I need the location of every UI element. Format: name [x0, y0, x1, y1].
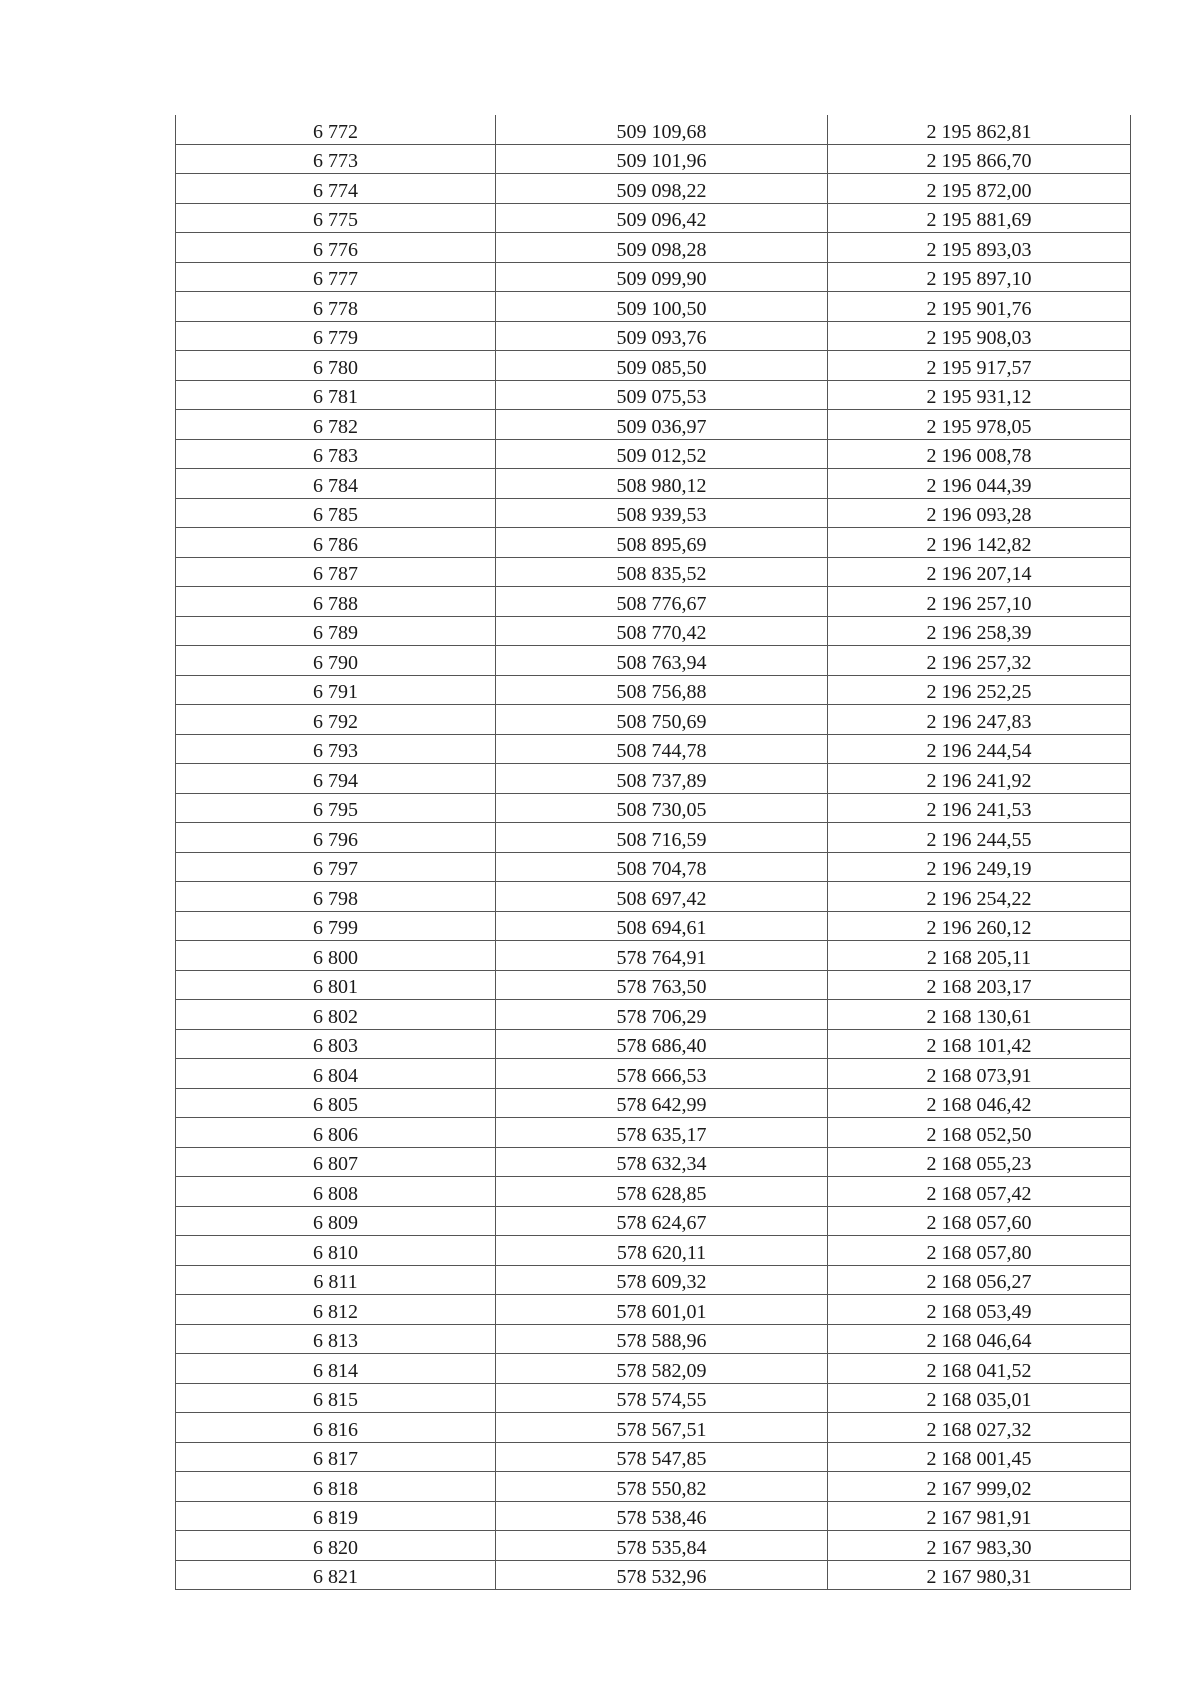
y-coordinate-cell: 2 195 893,03 — [828, 233, 1131, 263]
y-coordinate-cell: 2 196 244,55 — [828, 823, 1131, 853]
x-coordinate-cell: 578 642,99 — [496, 1088, 828, 1118]
table-row — [176, 675, 1131, 705]
table-row — [176, 351, 1131, 381]
y-coordinate-cell: 2 196 260,12 — [828, 911, 1131, 941]
x-coordinate-cell: 508 694,61 — [496, 911, 828, 941]
y-coordinate-cell: 2 195 908,03 — [828, 321, 1131, 351]
x-coordinate-cell: 508 835,52 — [496, 557, 828, 587]
point-number-cell: 6 780 — [176, 351, 496, 381]
x-coordinate-cell: 578 620,11 — [496, 1236, 828, 1266]
y-coordinate-cell: 2 168 035,01 — [828, 1383, 1131, 1413]
point-number-cell: 6 795 — [176, 793, 496, 823]
y-coordinate-cell: 2 196 247,83 — [828, 705, 1131, 735]
point-number-cell: 6 798 — [176, 882, 496, 912]
point-number-cell: 6 779 — [176, 321, 496, 351]
table-row — [176, 380, 1131, 410]
table-row — [176, 1383, 1131, 1413]
table-row — [176, 233, 1131, 263]
y-coordinate-cell: 2 168 101,42 — [828, 1029, 1131, 1059]
x-coordinate-cell: 578 550,82 — [496, 1472, 828, 1502]
table-row — [176, 587, 1131, 617]
x-coordinate-cell: 508 895,69 — [496, 528, 828, 558]
table-row — [176, 941, 1131, 971]
table-row — [176, 1324, 1131, 1354]
x-coordinate-cell: 509 012,52 — [496, 439, 828, 469]
x-coordinate-cell: 508 697,42 — [496, 882, 828, 912]
table-row — [176, 292, 1131, 322]
y-coordinate-cell: 2 195 901,76 — [828, 292, 1131, 322]
x-coordinate-cell: 508 980,12 — [496, 469, 828, 499]
x-coordinate-cell: 508 744,78 — [496, 734, 828, 764]
point-number-cell: 6 787 — [176, 557, 496, 587]
y-coordinate-cell: 2 196 257,10 — [828, 587, 1131, 617]
table-row — [176, 203, 1131, 233]
table-row — [176, 557, 1131, 587]
y-coordinate-cell: 2 168 130,61 — [828, 1000, 1131, 1030]
coordinates-table-body — [176, 115, 1131, 1590]
table-row — [176, 616, 1131, 646]
x-coordinate-cell: 508 704,78 — [496, 852, 828, 882]
y-coordinate-cell: 2 195 978,05 — [828, 410, 1131, 440]
table-row — [176, 1354, 1131, 1384]
x-coordinate-cell: 578 535,84 — [496, 1531, 828, 1561]
point-number-cell: 6 790 — [176, 646, 496, 676]
table-row — [176, 1177, 1131, 1207]
y-coordinate-cell: 2 168 057,42 — [828, 1177, 1131, 1207]
table-row — [176, 852, 1131, 882]
coordinates-table — [175, 115, 1131, 1590]
y-coordinate-cell: 2 168 052,50 — [828, 1118, 1131, 1148]
y-coordinate-cell: 2 196 258,39 — [828, 616, 1131, 646]
table-row — [176, 144, 1131, 174]
table-row — [176, 321, 1131, 351]
y-coordinate-cell: 2 196 008,78 — [828, 439, 1131, 469]
y-coordinate-cell: 2 168 203,17 — [828, 970, 1131, 1000]
point-number-cell: 6 776 — [176, 233, 496, 263]
y-coordinate-cell: 2 168 055,23 — [828, 1147, 1131, 1177]
table-row — [176, 1206, 1131, 1236]
point-number-cell: 6 802 — [176, 1000, 496, 1030]
x-coordinate-cell: 578 706,29 — [496, 1000, 828, 1030]
y-coordinate-cell: 2 196 093,28 — [828, 498, 1131, 528]
point-number-cell: 6 785 — [176, 498, 496, 528]
point-number-cell: 6 774 — [176, 174, 496, 204]
x-coordinate-cell: 578 666,53 — [496, 1059, 828, 1089]
table-row — [176, 911, 1131, 941]
point-number-cell: 6 794 — [176, 764, 496, 794]
table-row — [176, 1442, 1131, 1472]
point-number-cell: 6 786 — [176, 528, 496, 558]
table-row — [176, 1236, 1131, 1266]
table-row — [176, 734, 1131, 764]
point-number-cell: 6 811 — [176, 1265, 496, 1295]
point-number-cell: 6 812 — [176, 1295, 496, 1325]
point-number-cell: 6 809 — [176, 1206, 496, 1236]
x-coordinate-cell: 509 098,22 — [496, 174, 828, 204]
point-number-cell: 6 778 — [176, 292, 496, 322]
point-number-cell: 6 788 — [176, 587, 496, 617]
x-coordinate-cell: 509 100,50 — [496, 292, 828, 322]
point-number-cell: 6 810 — [176, 1236, 496, 1266]
y-coordinate-cell: 2 168 046,42 — [828, 1088, 1131, 1118]
point-number-cell: 6 783 — [176, 439, 496, 469]
x-coordinate-cell: 508 776,67 — [496, 587, 828, 617]
table-row — [176, 1000, 1131, 1030]
y-coordinate-cell: 2 196 249,19 — [828, 852, 1131, 882]
table-row — [176, 970, 1131, 1000]
y-coordinate-cell: 2 196 257,32 — [828, 646, 1131, 676]
x-coordinate-cell: 509 101,96 — [496, 144, 828, 174]
x-coordinate-cell: 578 764,91 — [496, 941, 828, 971]
table-row — [176, 1531, 1131, 1561]
x-coordinate-cell: 578 635,17 — [496, 1118, 828, 1148]
x-coordinate-cell: 509 109,68 — [496, 115, 828, 144]
point-number-cell: 6 772 — [176, 115, 496, 144]
x-coordinate-cell: 509 085,50 — [496, 351, 828, 381]
point-number-cell: 6 806 — [176, 1118, 496, 1148]
x-coordinate-cell: 508 756,88 — [496, 675, 828, 705]
x-coordinate-cell: 508 763,94 — [496, 646, 828, 676]
x-coordinate-cell: 578 632,34 — [496, 1147, 828, 1177]
point-number-cell: 6 803 — [176, 1029, 496, 1059]
y-coordinate-cell: 2 196 252,25 — [828, 675, 1131, 705]
point-number-cell: 6 816 — [176, 1413, 496, 1443]
point-number-cell: 6 818 — [176, 1472, 496, 1502]
y-coordinate-cell: 2 168 053,49 — [828, 1295, 1131, 1325]
x-coordinate-cell: 508 750,69 — [496, 705, 828, 735]
y-coordinate-cell: 2 195 917,57 — [828, 351, 1131, 381]
point-number-cell: 6 796 — [176, 823, 496, 853]
y-coordinate-cell: 2 195 881,69 — [828, 203, 1131, 233]
y-coordinate-cell: 2 195 897,10 — [828, 262, 1131, 292]
point-number-cell: 6 775 — [176, 203, 496, 233]
point-number-cell: 6 793 — [176, 734, 496, 764]
y-coordinate-cell: 2 195 931,12 — [828, 380, 1131, 410]
point-number-cell: 6 819 — [176, 1501, 496, 1531]
y-coordinate-cell: 2 196 044,39 — [828, 469, 1131, 499]
y-coordinate-cell: 2 196 254,22 — [828, 882, 1131, 912]
x-coordinate-cell: 509 098,28 — [496, 233, 828, 263]
point-number-cell: 6 814 — [176, 1354, 496, 1384]
point-number-cell: 6 808 — [176, 1177, 496, 1207]
point-number-cell: 6 807 — [176, 1147, 496, 1177]
y-coordinate-cell: 2 167 983,30 — [828, 1531, 1131, 1561]
point-number-cell: 6 792 — [176, 705, 496, 735]
x-coordinate-cell: 508 939,53 — [496, 498, 828, 528]
x-coordinate-cell: 578 763,50 — [496, 970, 828, 1000]
y-coordinate-cell: 2 167 999,02 — [828, 1472, 1131, 1502]
table-row — [176, 262, 1131, 292]
table-row — [176, 469, 1131, 499]
point-number-cell: 6 820 — [176, 1531, 496, 1561]
x-coordinate-cell: 508 716,59 — [496, 823, 828, 853]
point-number-cell: 6 805 — [176, 1088, 496, 1118]
point-number-cell: 6 801 — [176, 970, 496, 1000]
point-number-cell: 6 773 — [176, 144, 496, 174]
point-number-cell: 6 800 — [176, 941, 496, 971]
point-number-cell: 6 797 — [176, 852, 496, 882]
y-coordinate-cell: 2 196 241,53 — [828, 793, 1131, 823]
table-row — [176, 705, 1131, 735]
y-coordinate-cell: 2 168 057,80 — [828, 1236, 1131, 1266]
table-row — [176, 1413, 1131, 1443]
point-number-cell: 6 817 — [176, 1442, 496, 1472]
y-coordinate-cell: 2 196 244,54 — [828, 734, 1131, 764]
point-number-cell: 6 815 — [176, 1383, 496, 1413]
point-number-cell: 6 813 — [176, 1324, 496, 1354]
point-number-cell: 6 789 — [176, 616, 496, 646]
table-row — [176, 528, 1131, 558]
table-row — [176, 646, 1131, 676]
point-number-cell: 6 791 — [176, 675, 496, 705]
x-coordinate-cell: 578 686,40 — [496, 1029, 828, 1059]
table-row — [176, 1472, 1131, 1502]
x-coordinate-cell: 578 574,55 — [496, 1383, 828, 1413]
point-number-cell: 6 821 — [176, 1560, 496, 1590]
y-coordinate-cell: 2 195 862,81 — [828, 115, 1131, 144]
y-coordinate-cell: 2 196 241,92 — [828, 764, 1131, 794]
table-row — [176, 1059, 1131, 1089]
table-row — [176, 439, 1131, 469]
table-row — [176, 174, 1131, 204]
table-row — [176, 882, 1131, 912]
x-coordinate-cell: 509 096,42 — [496, 203, 828, 233]
x-coordinate-cell: 578 588,96 — [496, 1324, 828, 1354]
x-coordinate-cell: 508 737,89 — [496, 764, 828, 794]
y-coordinate-cell: 2 168 205,11 — [828, 941, 1131, 971]
x-coordinate-cell: 509 099,90 — [496, 262, 828, 292]
x-coordinate-cell: 578 609,32 — [496, 1265, 828, 1295]
x-coordinate-cell: 578 628,85 — [496, 1177, 828, 1207]
x-coordinate-cell: 578 532,96 — [496, 1560, 828, 1590]
table-row — [176, 498, 1131, 528]
table-row — [176, 1147, 1131, 1177]
y-coordinate-cell: 2 195 872,00 — [828, 174, 1131, 204]
point-number-cell: 6 784 — [176, 469, 496, 499]
y-coordinate-cell: 2 168 041,52 — [828, 1354, 1131, 1384]
y-coordinate-cell: 2 168 057,60 — [828, 1206, 1131, 1236]
point-number-cell: 6 799 — [176, 911, 496, 941]
x-coordinate-cell: 578 567,51 — [496, 1413, 828, 1443]
y-coordinate-cell: 2 167 981,91 — [828, 1501, 1131, 1531]
table-row — [176, 115, 1131, 144]
point-number-cell: 6 804 — [176, 1059, 496, 1089]
x-coordinate-cell: 578 624,67 — [496, 1206, 828, 1236]
y-coordinate-cell: 2 195 866,70 — [828, 144, 1131, 174]
table-row — [176, 1265, 1131, 1295]
table-row — [176, 764, 1131, 794]
y-coordinate-cell: 2 168 073,91 — [828, 1059, 1131, 1089]
x-coordinate-cell: 578 538,46 — [496, 1501, 828, 1531]
point-number-cell: 6 777 — [176, 262, 496, 292]
y-coordinate-cell: 2 196 207,14 — [828, 557, 1131, 587]
y-coordinate-cell: 2 196 142,82 — [828, 528, 1131, 558]
table-row — [176, 1088, 1131, 1118]
x-coordinate-cell: 509 036,97 — [496, 410, 828, 440]
y-coordinate-cell: 2 168 056,27 — [828, 1265, 1131, 1295]
x-coordinate-cell: 509 093,76 — [496, 321, 828, 351]
point-number-cell: 6 781 — [176, 380, 496, 410]
table-row — [176, 1560, 1131, 1590]
y-coordinate-cell: 2 168 027,32 — [828, 1413, 1131, 1443]
table-row — [176, 410, 1131, 440]
y-coordinate-cell: 2 168 046,64 — [828, 1324, 1131, 1354]
table-row — [176, 1029, 1131, 1059]
x-coordinate-cell: 508 770,42 — [496, 616, 828, 646]
y-coordinate-cell: 2 167 980,31 — [828, 1560, 1131, 1590]
x-coordinate-cell: 508 730,05 — [496, 793, 828, 823]
table-row — [176, 793, 1131, 823]
table-row — [176, 1118, 1131, 1148]
y-coordinate-cell: 2 168 001,45 — [828, 1442, 1131, 1472]
table-row — [176, 823, 1131, 853]
x-coordinate-cell: 578 547,85 — [496, 1442, 828, 1472]
x-coordinate-cell: 509 075,53 — [496, 380, 828, 410]
point-number-cell: 6 782 — [176, 410, 496, 440]
table-row — [176, 1295, 1131, 1325]
table-row — [176, 1501, 1131, 1531]
x-coordinate-cell: 578 582,09 — [496, 1354, 828, 1384]
x-coordinate-cell: 578 601,01 — [496, 1295, 828, 1325]
